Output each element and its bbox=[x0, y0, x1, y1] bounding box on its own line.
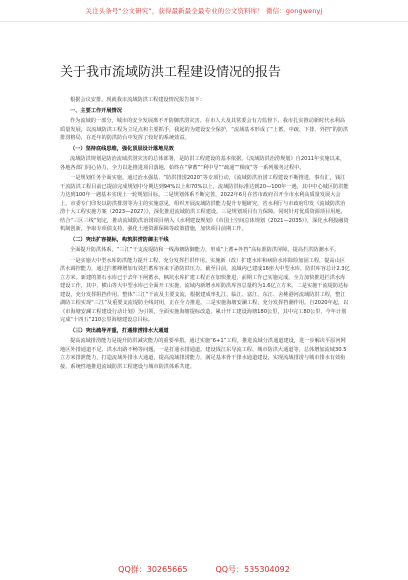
document-body bbox=[60, 96, 350, 373]
section-heading: （三）突出疏导并重，打通排涝排水大通道 bbox=[70, 327, 169, 334]
body-paragraph: 提高流域排涝能力是提升防洪减灾能力的重要举措。通过实施“6+1”工程，推进流域分洪通道建设，进一步解决平原河网地区外排通道不足、洪水出路不畅等问题。一是打通水排通道。建设钱江东导流工程、城市防洪大通道等，总体增加流域30.5立方米排泄能力，打造流域外排水大通道，提高流域排涝能力，满足基本骨干排水通道建设，实现流域排涝与城市排水有效衔接，系统性地推进流域防洪工程建设与城市防洪体系共建。 bbox=[60, 338, 347, 370]
document-title: 关于我市流域防洪工程建设情况的报告 bbox=[60, 65, 282, 80]
body-paragraph: 一是实施大中型水库防洪能力提升工程，充分发挥拦洪作用。实施新（改）扩建水库和病险水库除险加固工程，提高山区洪水调控能力，通过拦蓄峰增加有效拦蓄库容来下游防洪压力。截至目前，流域内已建成16座大中型水库，防洪库容总计2.3亿立方米。新建的墨石水库已于去年下闸蓄水，枫坑水库扩建工程正在加快推进，前期工作已实施完成。全力加快推进拦洪水库建设工作，其中，横山等大中型水库已全面开工实施，流域内新增水库防洪库容总量约为1.6亿立方米。二是实施干流堤防达标建设，充分发挥阻挡作用。整体“三江”干流及主要支流，根据建成率扎江、临江、富江、东江、舍桃港河流域防洪工程，整江湖防工程实现“三江”及重要支流堤防全线封闭，正在全力推进。三是实施海塘安澜工程，充分发挥挡潮作用。自2020年起，以《市海塘安澜工程建设行动计划》为引领，全面实施海塘提标改造，累计开工建设海塘180公里，其中完工80公里，今年计划完成“十四五”210公里海塘建设总目标。 bbox=[60, 257, 350, 323]
body-paragraph: 一是规划任务全面实施。通过治水强基、“防洪排涝2020”等专项行动，《流域防洪治涝工程建设不断推进，事有汇，钱江干流防洪工程目前已提前完成规划中分期达到94%以上和70%以上，流域防洪标准达到20—100年一遇，其中中心城区防洪能力达到100年一遇基本实现上一轮规划目标。二是规划体系不断完善。2022年6月在省市政府召开全市水利高质量发展大会上，市委专门印发以防洪排涝等为主的实施意见，组织开展流域防洪能力提升专题研究，省水利厅与市政府印发《流域防洪治涝十大工程实施方案（2023—2027）》，深化推进流域防洪工程建设。三是规划项目有力保障。同时针对优质资源项目用地，结合“三区三线”划定，推动流域防洪治涝项目纳入《水利建设规划》《市国土空间总体规划（2021—2035）》，深化水利投融资机制创新，争取专项债支持，强化土地资源保障等政策措施，加快项目前期工作。 bbox=[60, 175, 349, 232]
section-heading: （一）坚持底线思维，强化顶层设计落地见效 bbox=[70, 145, 174, 152]
bottom-contact-footer bbox=[0, 558, 408, 580]
footer-qq-number: QQ号：535304092 bbox=[215, 564, 290, 574]
body-paragraph: 流域防洪规划是防治流域洪涝灾害的总体部署，是防洪工程建设的基本依据。《流域防洪治涝规划》自2011年实施以来，各地各部门同心协力，全力以赴推进项目落地，始终在“拿蓄”“利中导”“疏通”“梯度”等一系列服务过程中。 bbox=[60, 156, 346, 171]
section-heading: 一、主要工作开展情况 bbox=[70, 107, 122, 114]
banner-text: 关注头条号“公文研究”，获得最新最全最专业的公文资料库！ 微信：gongwenyj bbox=[85, 7, 323, 15]
body-paragraph: 根据会议安排，现就我市流域防洪工程建设情况报告如下： bbox=[70, 97, 205, 103]
top-promo-banner bbox=[0, 0, 408, 22]
section-heading: （二）突出扩容提标，构筑洪涝防御主干线 bbox=[70, 236, 169, 243]
footer-qq-group: QQ群：30265665 bbox=[118, 564, 188, 574]
body-paragraph: 全面提升防洪体系，“三江”干支流堤防和一线海塘防御能力，形成“上蓄+外挡”高标准防洪屏障，提高拦洪防潮水平。 bbox=[70, 247, 340, 253]
body-paragraph: 作为流域的一部分，城市的安全发展离不开防御洪涝灾害。在市人大及其常委会有力监督下，我市扎实推动新时代水利高质量发展，以流域防洪工程为立足点和主要抓手，我起的为建设安全保护，“流域基本形成了“上蓄、中疏、下排、外挡”的防洪排涝格局，在近年的防洪防台中发挥了较好的系统效益。 bbox=[60, 118, 349, 141]
